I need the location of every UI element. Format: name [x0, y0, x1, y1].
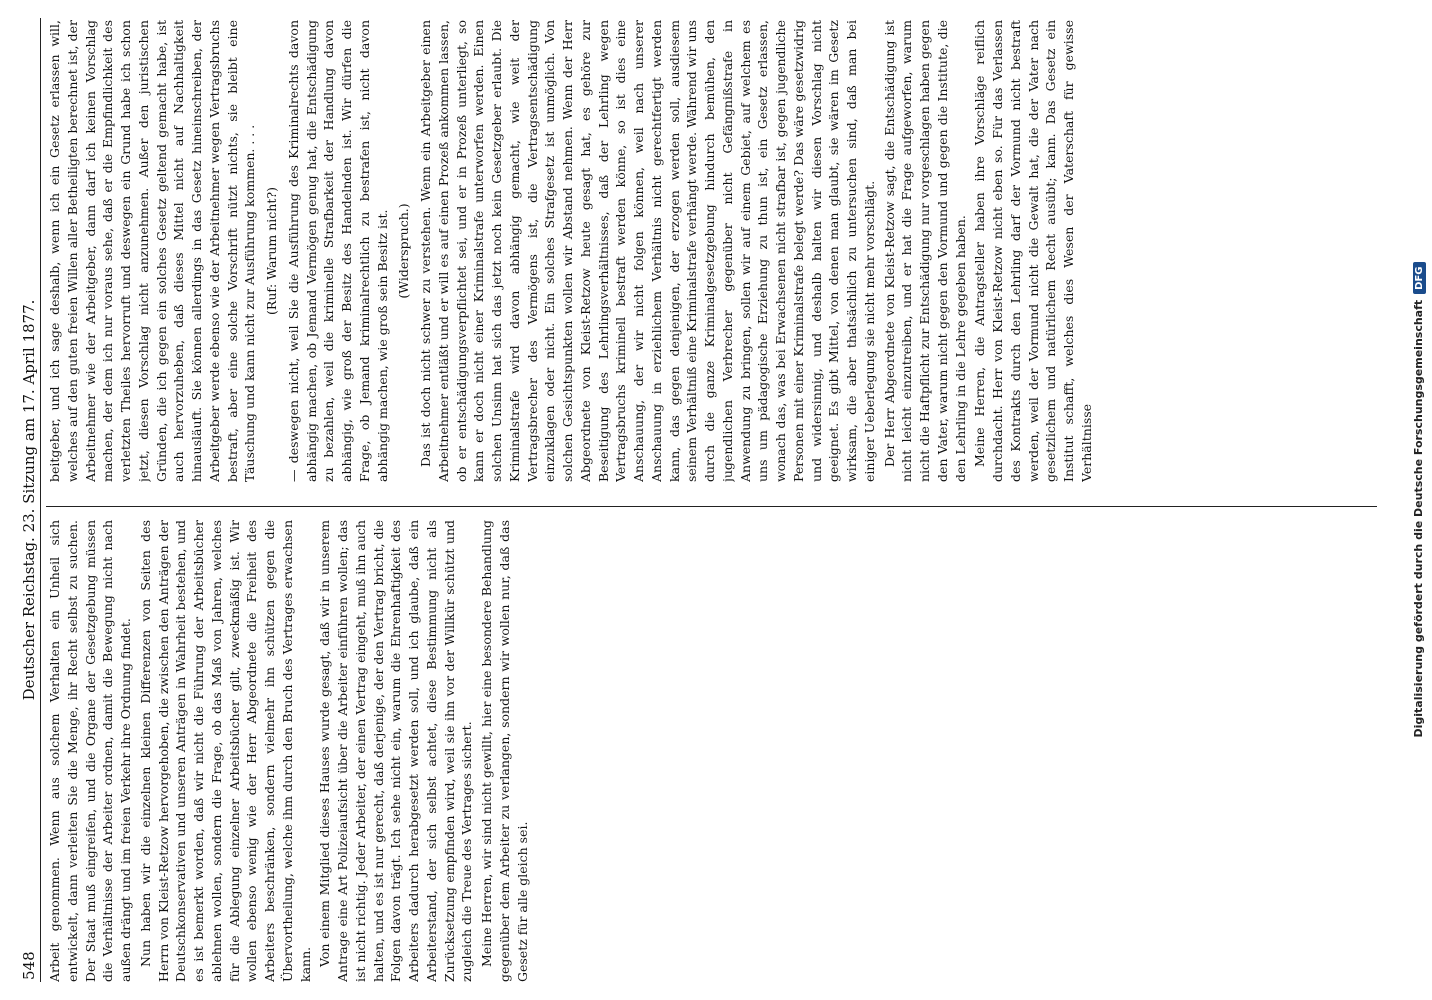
column-divider — [46, 506, 1377, 507]
page-title: Deutscher Reichstag. 23. Sitzung am 17. April 1877. — [20, 299, 38, 701]
header-rule — [40, 18, 41, 982]
paragraph: Meine Herren, die Antragsteller haben ihre Vorschläge reiflich durchdacht. Herr von Kleist-Retzow nicht eben so. Für das Verlassen des Kontrakts durch den Lehrling darf der Vormund nicht bestraft werden, weil der Vormund nicht die Gewalt hat, die der Vater nach gesetzlichem und natürlichem Recht ausübt; kann. Das Gesetz ein Institut schafft, welches dies Wesen der Vaterschaft für gewisse Verhältnisse — [972, 20, 1094, 482]
footer-text: Digitalisierung gefördert durch die Deutsche Forschungsgemeinschaft — [1412, 299, 1425, 738]
paragraph: Nun haben wir die einzelnen kleinen Differenzen von Seiten des Herrn von Kleist-Retzow hervorgehoben, die zwischen den Anträgen der Deutschkonservativen und unseren Anträgen in Wahrheit bestehen, und es ist bemerkt worden, daß wir nicht die Führung der Arbeitsbücher ablehnen wollen, sondern die Frage, ob das Maß von Jahren, welches für die Ablegung einzelner Arbeitsbücher gilt, zweckmäßig ist. Wir wollen ebenso wenig wie der Herr Abgeordnete die Freiheit des Arbeiters beschränken, sondern vielmehr ihn schützen gegen die Übervortheilung, welche ihm durch den Bruch des Vertrages erwachsen kann. — [137, 520, 313, 982]
interjection: (Widerspruch.) — [396, 203, 412, 299]
interjection: (Ruf: Warum nicht?) — [264, 187, 279, 315]
dfg-logo: DFG — [1413, 263, 1426, 294]
paragraph: Der Herr Abgeordnete von Kleist-Retzow sagt, die Entschädigung ist nicht leicht einzutreiben, und er hat die Frage aufgeworfen, warum nicht die Haftpflicht zur Entschädigung nur vorgeschlagen haben gegen den Vater, warum nicht gegen den Vormund und gegen die Institute, die den Lehrling in die Lehre gegeben haben. — [881, 20, 968, 482]
paragraph: Arbeit genommen. Wenn aus solchem Verhalten ein Unheil sich entwickelt, dann verleiten Sie die Menge, ihr Recht selbst zu suchen. Der Staat muß eingreifen, und die Organe der Gesetzgebung müssen die Verhältnisse der Arbeiter ordnen, damit die Bewegung nicht nach außen drängt und im freien Verkehr ihre Ordnung findet. — [47, 520, 133, 982]
paragraph: Das ist doch nicht schwer zu verstehen. Wenn ein Arbeitgeber einen Arbeitnehmer entläßt und er will es auf einen Prozeß ankommen lassen, ob er entschädigungsverpflichtet sei, und er in Prozeß unterliegt, so kann er doch nicht einer Kriminalstrafe unterworfen werden. Einen solchen Unsinn hat sich das jetzt noch kein Gesetzgeber erlaubt. Die Kriminalstrafe wird davon abhängig gemacht, wie weit der Vertragsbrecher des Vermögens ist, die Vertragsentschädigung einzuklagen oder nicht. Ein solches Strafgesetz ist unmöglich. Von solchen Gesichtspunkten wollen wir Abstand nehmen. Wenn der Herr Abgeordnete von Kleist-Retzow heute gesagt hat, es gehöre zur Beseitigung des Lehrlingsverhältnisses, daß der Lehrling wegen Vertragsbruchs kriminell bestraft werden könne, so ist dies eine Anschauung, der wir nicht folgen können, weil nach unserer Anschauung in erziehlichem Verhältnis nicht gerechtfertigt werden kann, das gegen denjenigen, der erzogen werden soll, ausdiesem seinem Verhältniß eine Kriminalstrafe verhängt werde. Während wir uns durch die ganze Kriminalgesetzgebung hindurch bemühen, den jugendlichen Verbrecher gegenüber nicht Gefängnißstrafe in Anwendung zu bringen, sollen wir auf einem Gebiet, auf welchem es uns um pädagogische Erziehung zu thun ist, ein Gesetz erlassen, wonach das, was bei Erwachsenen nicht strafbar ist, gegen jugendliche Personen mit einer Kriminalstrafe belegt werde? Das wäre gesetzwidrig und widersinnig, und deshalb halten wir diesen Vorschlag nicht geeignet. Es gibt Mittel, von denen man glaubt, sie wären im Gesetz wirksam, die aber thatsächlich zu untersuchen sind, daß man bei einiger Ueberlegung sie nicht mehr vorschlägt. — [418, 20, 877, 482]
page-number: 548 — [20, 951, 38, 980]
paragraph: Von einem Mitglied dieses Hauses wurde gesagt, daß wir in unserem Antrage eine Art Polizeiaufsicht über die Arbeiter einführen wollen; das ist nicht richtig. Jeder Arbeiter, der einen Vertrag eingeht, muß ihn auch halten, und es ist nur gerecht, daß derjenige, der den Vertrag bricht, die Folgen davon trägt. Ich sehe nicht ein, warum die Ehrenhaftigkeit des Arbeiters dadurch herabgesetzt werden soll, und ich glaube, daß ein Arbeiterstand, der sich selbst achtet, diese Bestimmung nicht als Zurücksetzung empfinden wird, weil sie ihn vor der Willkür schützt und zugleich die Treue des Vertrages sichert. — [317, 520, 475, 982]
paragraph: Meine Herren, wir sind nicht gewillt, hier eine besondere Behandlung gegenüber dem Arbeiter zu verlangen, sondern wir wollen nur, daß das Gesetz für alle gleich sei. — [479, 520, 530, 982]
page-header — [16, 20, 46, 980]
right-column — [46, 20, 1377, 482]
funding-footer — [1412, 0, 1426, 1000]
left-column — [46, 520, 1377, 982]
paragraph: — deswegen nicht, weil Sie die Ausführung des Kriminalrechts davon abhängig machen, ob Jemand Vermögen genug hat, die Entschädigung zu bezahlen, weil die kriminelle Strafbarkeit der Handlung davon abhängig, wie groß der Besitz des Handelnden ist. Wir dürfen die Frage, ob Jemand kriminalrechtlich zu bestrafen ist, nicht davon abhängig machen, wie groß sein Besitz ist. — [285, 20, 390, 482]
paragraph: beitgeber, und ich sage deshalb, wenn ich ein Gesetz erlassen will, welches auf den guten freien Willen aller Betheiligten berechnet ist, der Arbeitnehmer wie der Arbeitgeber, dann darf ich keinen Vorschlag machen, der dem ich nur voraus sehe, daß er die Empfindlichkeit des verletzten Theiles hervorruft und deswegen ein Grund habe ich schon jetzt, diesen Vorschlag nicht anzunehmen. Außer den juristischen Gründen, die ich gegen ein solches Gesetz geltend gemacht habe, ist auch hervorzuheben, daß dieses Mittel nicht auf Nachhaltigkeit hinausläuft. Sie können allerdings in das Gesetz hineinschreiben, der Arbeitgeber werde ebenso wie der Arbeitnehmer wegen Vertragsbruchs bestraft, aber eine solche Vorschrift nützt nichts, sie bleibt eine Täuschung und kann nicht zur Ausführung kommen. . . . — [47, 20, 258, 482]
